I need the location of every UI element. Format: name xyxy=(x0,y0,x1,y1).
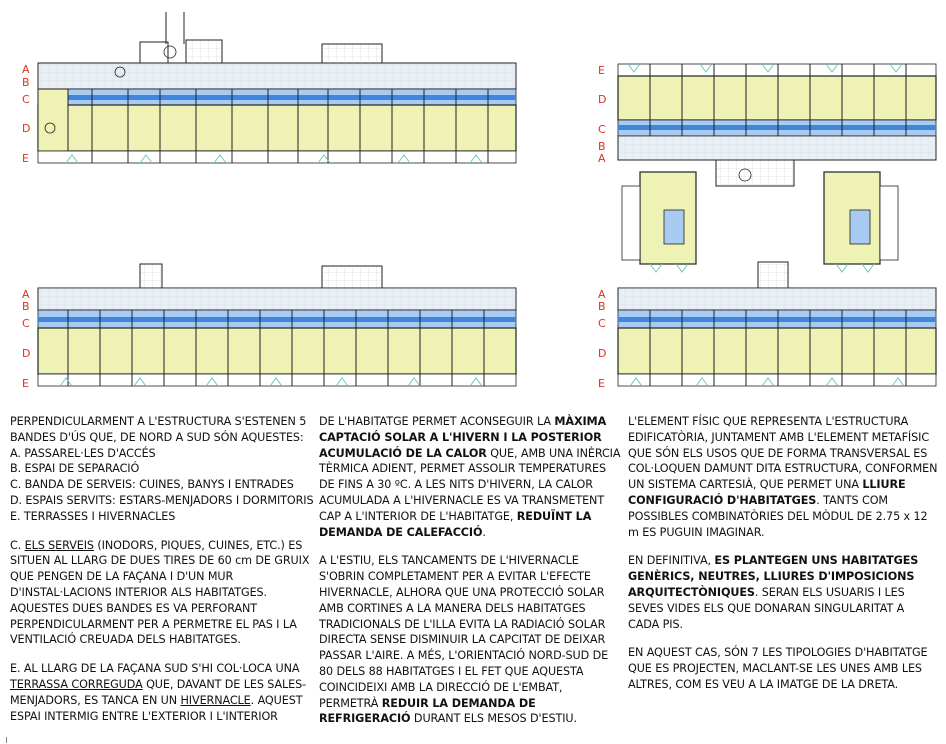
plan-bottom-right-letter: A xyxy=(598,288,606,301)
bands-line: A. PASSAREL·LES D'ACCÉS xyxy=(10,446,156,460)
plan-top-left xyxy=(22,12,516,165)
heating-paragraph xyxy=(319,414,624,540)
services-text: (INODORS, PIQUES, CUINES, ETC.) ES SITUEN AL LLARG DE DUES TIRES DE 60 cm DE GRUIX QUE PENGEN DE LA FAÇANA I D'UN MUR D'INSTAL·LACIONS INTERIOR ALS HABITATGES. AQUESTES DUES BANDES ES VA PERFORANT PERPENDICULARMENT PER A PERMETRE EL PAS I LA VENTILACIÓ CREUADA DELS HABITATGES. xyxy=(10,538,310,647)
plan-top-right-letter: C xyxy=(598,123,606,136)
plan-bottom-left-letter: A xyxy=(22,288,30,301)
heating-text-a: DE L'HABITATGE PERMET ACONSEGUIR LA xyxy=(319,415,555,428)
plan-top-left-letter: E xyxy=(22,152,29,165)
structure-paragraph xyxy=(628,414,938,540)
plan-bottom-left-letter: E xyxy=(22,377,29,390)
text-column-3 xyxy=(628,414,938,706)
generic-text-b: . SERAN ELS USUARIS I LES SEVES VIDES ELS QUE DONARAN SINGULARITAT A CADA PIS. xyxy=(628,585,905,631)
bands-line: D. ESPAIS SERVITS: ESTARS-MENJADORS I DORMITORIS xyxy=(10,493,314,507)
plan-top-right-letter: A xyxy=(598,152,606,165)
plan-bottom-right-letter: D xyxy=(598,347,607,360)
plan-top-right-letter: E xyxy=(598,64,605,77)
services-paragraph xyxy=(10,538,315,649)
terrace-text-c: . AQUEST ESPAI INTERMIG ENTRE L'EXTERIOR I L'INTERIOR xyxy=(10,693,303,723)
typologies-paragraph: EN AQUEST CAS, SÓN 7 LES TIPOLOGIES D'HABITATGE QUE ES PROJECTEN, MACLANT-SE LES UNES AMB LES ALTRES, COM ES VEU A LA IMATGE DE LA DRETA. xyxy=(628,646,928,691)
generic-bold: ES PLANTEGEN UNS HABITATGES GENÈRICS, NEUTRES, LLIURES D'IMPOSICIONS ARQUITECTÒNIQUES xyxy=(628,554,919,599)
plan-top-right-letter: B xyxy=(598,140,606,153)
plan-bottom-left-letter: C xyxy=(22,317,30,330)
services-underlined: ELS SERVEIS xyxy=(24,538,94,552)
bands-intro xyxy=(10,414,315,525)
plan-bottom-right xyxy=(598,262,936,390)
cooling-bold: REDUIR LA DEMANDA DE REFRIGERACIÓ xyxy=(319,696,536,726)
text-column-2 xyxy=(319,414,624,740)
structure-bold: LLIURE CONFIGURACIÓ D'HABITATGES xyxy=(628,478,906,507)
plan-top-right-letter: D xyxy=(598,93,607,106)
page-mark xyxy=(6,737,7,743)
plan-bottom-right-letter: C xyxy=(598,317,606,330)
plan-bottom-right-letter: B xyxy=(598,300,606,313)
terrace-underlined: TERRASSA CORREGUDA xyxy=(10,677,143,691)
plan-bottom-left-letter: D xyxy=(22,347,31,360)
plan-bottom-left xyxy=(22,264,516,390)
plan-top-left-letter: A xyxy=(22,63,30,76)
structure-text-a: L'ELEMENT FÍSIC QUE REPRESENTA L'ESTRUCTURA EDIFICATÒRIA, JUNTAMENT AMB L'ELEMENT METAFÍSIC QUE SÓN ELS USOS QUE DE FORMA TRANSVERSAL ES COL·LOQUEN DAMUNT DITA ESTRUCTURA, CONFORMEN UN SISTEMA CARTESIÀ, QUE PERMET UNA xyxy=(628,415,938,492)
bands-line: PERPENDICULARMENT A L'ESTRUCTURA S'ESTENEN 5 xyxy=(10,415,307,428)
greenhouse-underlined: HIVERNACLE xyxy=(180,693,251,707)
bands-line: BANDES D'ÚS QUE, DE NORD A SUD SÓN AQUESTES: xyxy=(10,430,304,444)
generic-text-a: EN DEFINITIVA, xyxy=(628,554,715,568)
structure-text-b: . TANTS COM POSSIBLES COMBINATÒRIES DEL MÒDUL DE 2.75 x 12 m ES PUGUIN IMAGINAR. xyxy=(628,493,928,539)
cooling-text-a: A L'ESTIU, ELS TANCAMENTS DE L'HIVERNACLE S'OBRIN COMPLETAMENT PER A EVITAR L'EFECTE HIVERNACLE, ALHORA QUE UNA PROTECCIÓ SOLAR AMB CORTINES A LA MANERA DELS HABITATGES TRADICIONALS DE L'ILLA EVITA LA RADIACIÓ SOLAR DIRECTA SENSE DISMINUIR LA CAPCITAT DE DEIXAR PASSAR L'AIRE. A MÉS, L'ORIENTACIÓ NORD-SUD DE 80 DELS 88 HABITATGES I EL FET QUE AQUESTA COINCIDEIXI AMB LA DIRECCIÓ DE L'EMBAT, PERMETRÀ xyxy=(319,554,609,710)
text-column-1 xyxy=(10,414,315,737)
plan-bottom-right-letter: E xyxy=(598,377,605,390)
bands-line: E. TERRASSES I HIVERNACLES xyxy=(10,509,176,523)
plan-top-right xyxy=(598,64,936,272)
generic-dwellings-paragraph xyxy=(628,553,938,632)
plan-bottom-left-letter: B xyxy=(22,300,30,313)
terrace-text-b: QUE, DAVANT DE LES SALES-MENJADORS, ES TANCA EN UN xyxy=(10,677,307,707)
bands-line: B. ESPAI DE SEPARACIÓ xyxy=(10,462,140,476)
cooling-paragraph xyxy=(319,553,624,727)
heating-text-c: . xyxy=(482,525,486,539)
services-prefix: C. xyxy=(10,538,25,552)
plan-top-left-letter: B xyxy=(22,76,30,89)
terrace-text-a: E. AL LLARG DE LA FAÇANA SUD S'HI COL·LOCA UNA xyxy=(10,662,300,676)
plan-top-left-letter: D xyxy=(22,122,31,135)
heating-bold-b: REDUÏNT LA DEMANDA DE CALEFACCIÓ xyxy=(319,509,592,539)
cooling-text-b: DURANT ELS MESOS D'ESTIU. xyxy=(410,712,577,726)
terrace-paragraph xyxy=(10,661,315,724)
bands-line: C. BANDA DE SERVEIS: CUINES, BANYS I ENTRADES xyxy=(10,478,294,492)
heating-text-b: QUE, AMB UNA INÈRCIA TÈRMICA ADIENT, PERMET ASSOLIR TEMPERATURES DE FINS A 30 ºC. A LES NITS D'HIVERN, LA CALOR ACUMULADA A L'HIVERNACLE ES VA TRANSMETENT CAP A L'INTERIOR DE L'HABITATGE, xyxy=(319,446,621,523)
plan-top-left-letter: C xyxy=(22,93,30,106)
heating-bold-a: MÀXIMA CAPTACIÓ SOLAR A L'HIVERN I LA POSTERIOR ACUMULACIÓ DE LA CALOR xyxy=(319,415,607,460)
